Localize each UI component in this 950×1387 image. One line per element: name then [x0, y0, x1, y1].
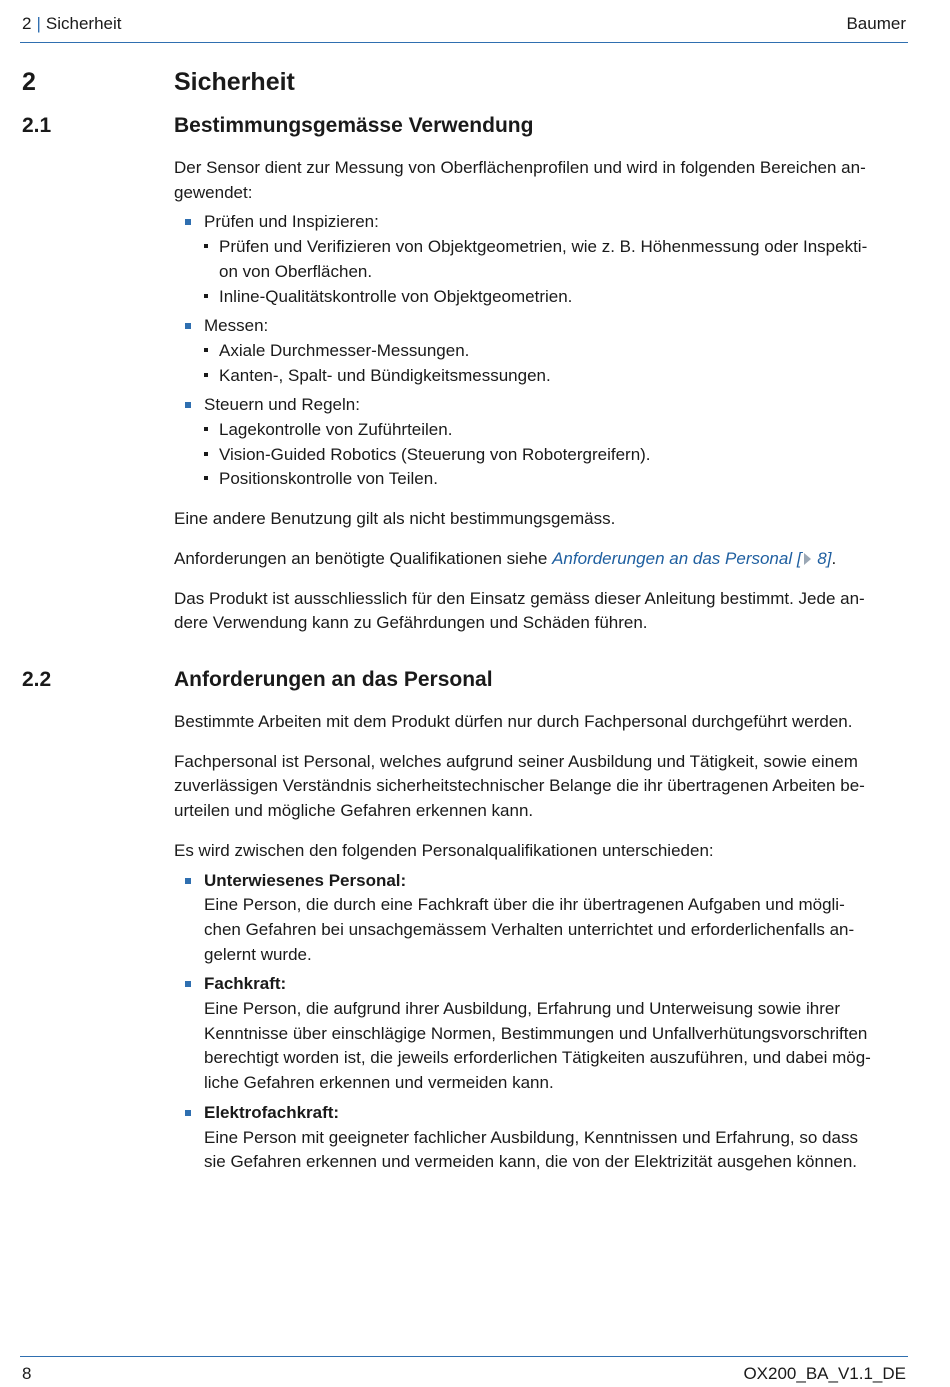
- text-line: gewendet:: [174, 182, 253, 202]
- link-text[interactable]: Anforderungen an das Personal [: [552, 548, 802, 568]
- bullet-dot-icon: [204, 244, 208, 248]
- list-item: [174, 314, 902, 339]
- header-brand: Baumer: [846, 14, 906, 33]
- sub-list-item: [174, 467, 902, 492]
- intro-paragraph: [174, 156, 902, 205]
- paragraph: Bestimmte Arbeiten mit dem Produkt dürfen nur durch Fachpersonal durchgeführt werden.: [174, 712, 853, 731]
- bullet-square-icon: [185, 878, 191, 884]
- page-reference-arrow-icon: [804, 553, 811, 565]
- text-line: zuverlässigen Verständnis sicherheitstechnischer Belange die ihr übertragenen Arbeiten be-: [174, 776, 865, 796]
- paragraph: Eine andere Benutzung gilt als nicht bestimmungsgemäss.: [174, 509, 616, 529]
- paragraph: [174, 750, 902, 824]
- section-body-2-1: [174, 156, 902, 636]
- bullet-dot-icon: [204, 452, 208, 456]
- text-line: gelernt wurde.: [204, 944, 312, 964]
- chapter-title: Sicherheit: [174, 68, 295, 96]
- page-number: 8: [22, 1364, 32, 1383]
- qualification-item: [174, 869, 902, 968]
- paragraph: Es wird zwischen den folgenden Personalqualifikationen unterschieden:: [174, 840, 714, 860]
- link-page-number[interactable]: 8]: [812, 548, 832, 568]
- qualification-item: [174, 972, 902, 1096]
- qualification-title: Unterwiesenes Personal:: [204, 870, 407, 890]
- bullet-square-icon: [185, 1110, 191, 1116]
- section-number: 2.2: [22, 668, 52, 691]
- text-line: Eine Person mit geeigneter fachlicher Ausbildung, Kenntnissen und Erfahrung, so dass: [204, 1127, 858, 1147]
- text-line: berechtigt worden ist, die jeweils erforderlichen Tätigkeiten auszuführen, und dabei mög-: [204, 1048, 871, 1068]
- section-number: 2.1: [22, 114, 52, 137]
- text-line: chen Gefahren bei unsachgemässem Verhalten unterrichtet und erforderlichenfalls an-: [204, 919, 855, 939]
- paragraph: [174, 587, 902, 636]
- text-line: liche Gefahren erkennen und vermeiden kann.: [204, 1073, 554, 1093]
- section-body-2-2: [174, 710, 902, 1175]
- page-header: [20, 14, 908, 43]
- cross-reference-link[interactable]: [552, 549, 831, 568]
- list-item-label: Steuern und Regeln:: [204, 395, 360, 415]
- text-line: dere Verwendung kann zu Gefährdungen und Schäden führen.: [174, 613, 648, 633]
- text-span: .: [831, 548, 837, 568]
- chapter-number: 2: [22, 68, 36, 96]
- bullet-square-icon: [185, 402, 191, 408]
- sub-list-item: [174, 339, 902, 364]
- header-chapter-number: 2: [22, 14, 32, 33]
- text-line: sie Gefahren erkennen und vermeiden kann, die von der Elektrizität ausgehen können.: [204, 1152, 858, 1172]
- text-line: on von Oberflächen.: [219, 261, 373, 281]
- bullet-square-icon: [185, 219, 191, 225]
- bullet-dot-icon: [204, 294, 208, 298]
- qualification-title: Fachkraft:: [204, 974, 287, 994]
- sub-list-item: [174, 443, 902, 468]
- text-span: Anforderungen an benötigte Qualifikationen siehe: [174, 548, 553, 568]
- paragraph: [174, 547, 902, 572]
- sub-list-item: [174, 364, 902, 389]
- text-line: Positionskontrolle von Teilen.: [219, 469, 438, 489]
- section-title: Bestimmungsgemässe Verwendung: [174, 114, 534, 137]
- bullet-dot-icon: [204, 373, 208, 377]
- text-line: Das Produkt ist ausschliesslich für den Einsatz gemäss dieser Anleitung bestimmt. Jede an-: [174, 588, 865, 608]
- qualification-item: [174, 1101, 902, 1175]
- text-line: Inline-Qualitätskontrolle von Objektgeometrien.: [219, 286, 573, 306]
- list-item-label: Messen:: [204, 316, 269, 336]
- header-chapter-title: Sicherheit: [45, 14, 122, 33]
- bullet-dot-icon: [204, 427, 208, 431]
- list-item: [174, 210, 902, 235]
- header-separator: |: [36, 14, 41, 33]
- text-line: Der Sensor dient zur Messung von Oberflächenprofilen und wird in folgenden Bereichen an-: [174, 158, 866, 177]
- qualification-title: Elektrofachkraft:: [204, 1102, 340, 1122]
- document-id: OX200_BA_V1.1_DE: [743, 1364, 906, 1383]
- text-line: Lagekontrolle von Zuführteilen.: [219, 420, 453, 440]
- text-line: Prüfen und Verifizieren von Objektgeometrien, wie z. B. Höhenmessung oder Inspekti-: [219, 237, 868, 257]
- sub-list-item: [174, 235, 902, 284]
- text-line: Kanten-, Spalt- und Bündigkeitsmessungen.: [219, 365, 551, 385]
- text-line: Axiale Durchmesser-Messungen.: [219, 340, 470, 360]
- text-line: Eine Person, die durch eine Fachkraft über die ihr übertragenen Aufgaben und mögli-: [204, 895, 845, 915]
- bullet-dot-icon: [204, 476, 208, 480]
- page-footer: [20, 1356, 908, 1385]
- sub-list-item: [174, 418, 902, 443]
- text-line: Vision-Guided Robotics (Steuerung von Robotergreifern).: [219, 444, 651, 464]
- sub-list-item: [174, 285, 902, 310]
- list-item-label: Prüfen und Inspizieren:: [204, 212, 379, 232]
- text-line: urteilen und mögliche Gefahren erkennen kann.: [174, 801, 534, 821]
- bullet-square-icon: [185, 981, 191, 987]
- bullet-square-icon: [185, 323, 191, 329]
- section-title: Anforderungen an das Personal: [174, 668, 493, 691]
- list-item: [174, 393, 902, 418]
- text-line: Fachpersonal ist Personal, welches aufgrund seiner Ausbildung und Tätigkeit, sowie einem: [174, 751, 858, 771]
- text-line: Eine Person, die aufgrund ihrer Ausbildung, Erfahrung und Unterweisung sowie ihrer: [204, 999, 840, 1019]
- bullet-dot-icon: [204, 348, 208, 352]
- header-chapter: [22, 14, 122, 34]
- text-line: Kenntnisse über einschlägige Normen, Bestimmungen und Unfallverhütungsvorschriften: [204, 1023, 868, 1043]
